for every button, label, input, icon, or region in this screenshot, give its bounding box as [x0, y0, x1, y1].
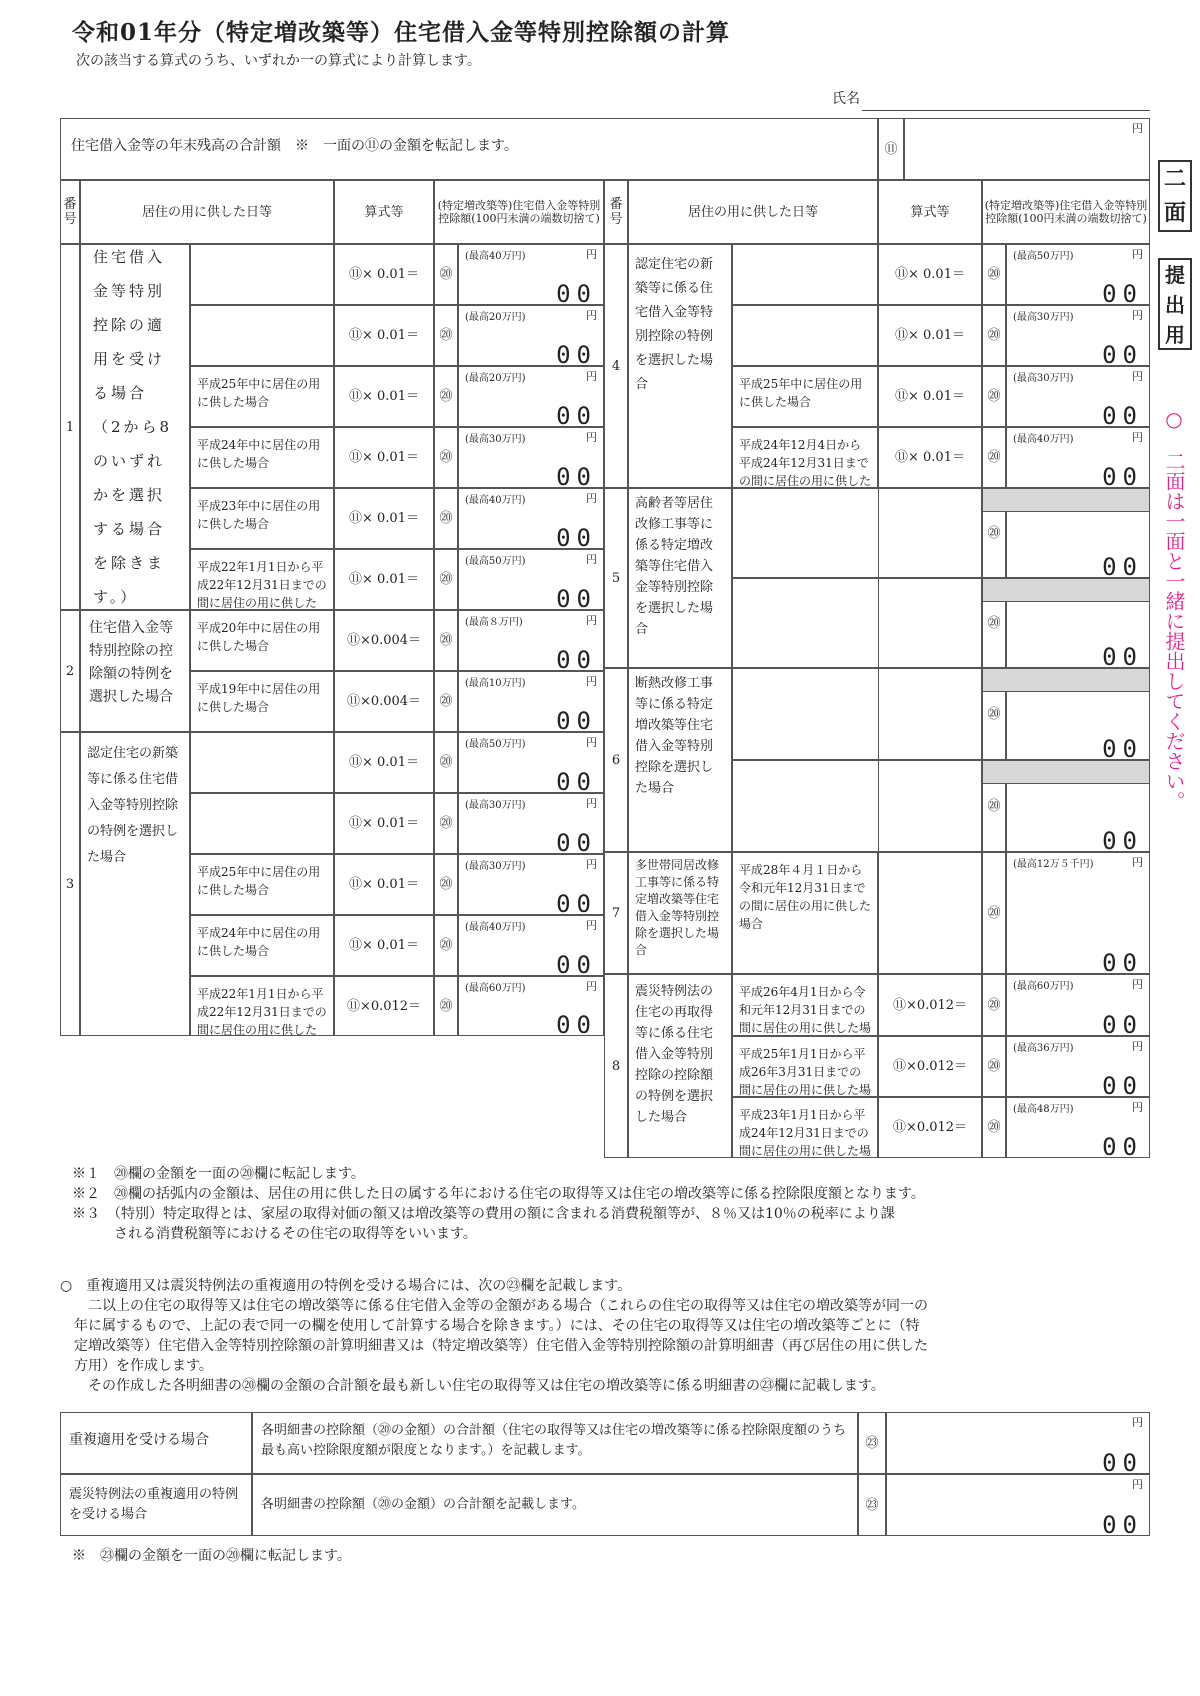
note-line: ※３ （特別）特定取得とは、家屋の取得対価の額又は増改築等の費用の額に含まれる消費税額等が、８％又は10％の税率により課 — [72, 1206, 895, 1222]
submit-note: ○ 二面は一面と一緒に提出してください。 — [1162, 407, 1186, 811]
row-date — [732, 305, 878, 366]
row-amount-field[interactable]: 00 — [1006, 760, 1150, 852]
row-num: ⑳ — [982, 1036, 1006, 1097]
shaded-cell — [982, 668, 1150, 692]
header-no: 番号 — [60, 180, 80, 244]
row-num: ⑳ — [434, 610, 458, 671]
group-label: 住宅借入金等特別控除の適用を受ける場合（2から8のいずれかを選択する場合を除きます。） — [80, 244, 190, 610]
row-formula — [878, 852, 982, 974]
row-amount-field[interactable]: (最高20万円) 円 00 — [458, 366, 604, 427]
para-line: 年に属するもので、上記の表で同一の欄を使用して計算する場合を除きます。）には、その住宅の取得等又は住宅の増改築等ごとに（特 — [60, 1318, 920, 1334]
row-date: 平成20年中に居住の用に供した場合 — [190, 610, 334, 671]
row-num: ⑳ — [982, 427, 1006, 488]
row-amount-field[interactable]: (最高40万円) 円 00 — [1006, 427, 1150, 488]
row-formula: ⑪×0.012＝ — [878, 974, 982, 1036]
para-line: ○ 重複適用又は震災特例法の重複適用の特例を受ける場合には、次の㉓欄を記載します。 — [60, 1278, 632, 1294]
row-amount-field[interactable]: (最高40万円) 円 00 — [458, 915, 604, 976]
name-field[interactable] — [862, 110, 1150, 111]
row-date: 平成25年中に居住の用に供した場合 — [190, 854, 334, 915]
row-num: ⑳ — [982, 578, 1006, 668]
row-num: ⑳ — [982, 760, 1006, 852]
header-date: 居住の用に供した日等 — [80, 180, 334, 244]
row-num: ⑳ — [982, 1097, 1006, 1158]
row-formula: ⑪× 0.01＝ — [334, 427, 434, 488]
group-no: 1 — [60, 244, 80, 610]
row-formula: ⑪× 0.01＝ — [334, 305, 434, 366]
row-amount-field[interactable]: (最高36万円) 円 00 — [1006, 1036, 1150, 1097]
row-amount-field[interactable]: (最高40万円) 円 00 — [458, 488, 604, 549]
row-formula-block — [732, 488, 982, 578]
header-formula: 算式等 — [334, 180, 434, 244]
row-date: 平成24年中に居住の用に供した場合 — [190, 915, 334, 976]
para-line: 定増改築等）住宅借入金等特別控除額の計算明細書又は（特定増改築等）住宅借入金等特別控除額の計算明細書（再び居住の用に供した — [60, 1338, 928, 1354]
shaded-cell — [982, 488, 1150, 512]
row-num: ⑳ — [982, 244, 1006, 305]
row-formula: ⑪×0.012＝ — [878, 1097, 982, 1158]
row-date: 平成25年1月1日から平成26年3月31日までの間に居住の用に供した場 — [732, 1036, 878, 1097]
page-title: 令和01年分（特定増改築等）住宅借入金等特別控除額の計算 — [72, 19, 731, 46]
group-no: 3 — [60, 732, 80, 1036]
row-date: 平成22年1月1日から平成22年12月31日までの間に居住の用に供した — [190, 976, 334, 1036]
row-formula: ⑪× 0.01＝ — [334, 549, 434, 610]
row-date — [190, 305, 334, 366]
row-formula: ⑪× 0.01＝ — [334, 244, 434, 305]
bottom-label: 重複適用を受ける場合 — [60, 1412, 252, 1474]
row-formula: ⑪×0.012＝ — [334, 976, 434, 1036]
row-amount-field[interactable]: (最高10万円) 円 00 — [458, 671, 604, 732]
row-formula: ⑪×0.004＝ — [334, 610, 434, 671]
header-deduction-right: (特定増改築等)住宅借入金等特別控除額(100円未満の端数切捨て) — [982, 180, 1150, 244]
page-subtitle: 次の該当する算式のうち、いずれか一の算式により計算します。 — [76, 53, 481, 69]
row-amount-field[interactable]: (最高30万円) 円 00 — [1006, 366, 1150, 427]
row-num: ⑳ — [982, 366, 1006, 427]
paragraph-block — [60, 1276, 1160, 1396]
group-no: 5 — [604, 488, 628, 668]
row-date: 平成26年4月1日から令和元年12月31日までの間に居住の用に供した場 — [732, 974, 878, 1036]
row-formula: ⑪× 0.01＝ — [334, 366, 434, 427]
row-num: ⑳ — [982, 305, 1006, 366]
row-formula-block — [732, 760, 982, 852]
bottom-num: ㉓ — [858, 1412, 886, 1474]
row-amount-field[interactable]: (最高30万円) 円 00 — [1006, 305, 1150, 366]
row-num: ⑳ — [434, 915, 458, 976]
group-label: 震災特例法の住宅の再取得等に係る住宅借入金等特別控除の控除額の特例を選択した場合 — [628, 974, 732, 1158]
row-date — [190, 732, 334, 793]
bottom-desc: 各明細書の控除額（⑳の金額）の合計額（住宅の取得等又は住宅の増改築等に係る控除限度額のうち最も高い控除限度額が限度となります。）を記載します。 — [252, 1412, 858, 1474]
row-date: 平成24年中に居住の用に供した場合 — [190, 427, 334, 488]
row-amount-field[interactable]: (最高12万５千円) 円 00 — [1006, 852, 1150, 974]
row-num: ⑳ — [982, 488, 1006, 578]
row-date — [732, 244, 878, 305]
bottom-amount-field[interactable]: 円 00 — [886, 1412, 1150, 1474]
row-num: ⑳ — [434, 976, 458, 1036]
row-formula: ⑪×0.012＝ — [878, 1036, 982, 1097]
row-formula: ⑪× 0.01＝ — [334, 854, 434, 915]
row-formula: ⑪× 0.01＝ — [334, 488, 434, 549]
row-formula: ⑪×0.004＝ — [334, 671, 434, 732]
group-label: 高齢者等居住改修工事等に係る特定増改築等住宅借入金等特別控除を選択した場合 — [628, 488, 732, 668]
header-deduction: (特定増改築等)住宅借入金等特別控除額(100円未満の端数切捨て) — [434, 180, 604, 244]
row-amount-field[interactable]: 00 — [1006, 578, 1150, 668]
row-date: 平成23年1月1日から平成24年12月31日までの間に居住の用に供した場 — [732, 1097, 878, 1158]
row-date: 平成22年1月1日から平成22年12月31日までの間に居住の用に供した — [190, 549, 334, 610]
group-no: 6 — [604, 668, 628, 852]
bottom-desc: 各明細書の控除額（⑳の金額）の合計額を記載します。 — [252, 1474, 858, 1536]
footer-note: ※ ㉓欄の金額を一面の⑳欄に転記します。 — [72, 1548, 351, 1564]
tag-page2: 二面 — [1158, 160, 1192, 232]
row-amount-field[interactable]: 00 — [1006, 488, 1150, 578]
row-amount-field[interactable]: (最高20万円) 円 00 — [458, 305, 604, 366]
row-date — [190, 793, 334, 854]
balance-amount-field[interactable]: 円 — [904, 118, 1150, 180]
row-amount-field[interactable]: (最高40万円) 円 00 — [458, 244, 604, 305]
notes-block — [72, 1164, 925, 1244]
row-num: ⑳ — [434, 366, 458, 427]
row-date: 平成19年中に居住の用に供した場合 — [190, 671, 334, 732]
tag-submission: 提出用 — [1158, 258, 1192, 350]
group-label: 認定住宅の新築等に係る住宅借入金等特別控除の特例を選択した場合 — [628, 244, 732, 488]
row-amount-field[interactable]: 00 — [1006, 668, 1150, 760]
row-amount-field[interactable]: (最高50万円) 円 00 — [458, 549, 604, 610]
row-amount-field[interactable]: (最高30万円) 円 00 — [458, 854, 604, 915]
group-no: 4 — [604, 244, 628, 488]
row-amount-field[interactable]: (最高60万円) 円 00 — [458, 976, 604, 1036]
row-amount-field[interactable]: (最高50万円) 円 00 — [1006, 244, 1150, 305]
row-amount-field[interactable]: (最高60万円) 円 00 — [1006, 974, 1150, 1036]
row-formula: ⑪× 0.01＝ — [334, 732, 434, 793]
shaded-cell — [982, 578, 1150, 602]
header-no-right: 番号 — [604, 180, 628, 244]
bottom-label: 震災特例法の重複適用の特例を受ける場合 — [60, 1474, 252, 1536]
row-date: 平成25年中に居住の用に供した場合 — [190, 366, 334, 427]
row-formula-block — [732, 578, 982, 668]
para-line: 方用）を作成します。 — [60, 1358, 213, 1374]
row-num: ⑳ — [434, 488, 458, 549]
row-num: ⑳ — [982, 974, 1006, 1036]
balance-label: 住宅借入金等の年末残高の合計額 ※ 一面の⑪の金額を転記します。 — [60, 118, 878, 180]
row-date: 平成24年12月4日から平成24年12月31日までの間に居住の用に供した — [732, 427, 878, 488]
header-date-right: 居住の用に供した日等 — [628, 180, 878, 244]
row-formula: ⑪× 0.01＝ — [878, 427, 982, 488]
row-num: ⑳ — [982, 852, 1006, 974]
para-line: 二以上の住宅の取得等又は住宅の増改築等に係る住宅借入金等の金額がある場合（これらの住宅の取得等又は住宅の増改築等が同一の — [60, 1298, 928, 1314]
row-num: ⑳ — [434, 427, 458, 488]
row-formula: ⑪× 0.01＝ — [878, 244, 982, 305]
row-amount-field[interactable]: (最高30万円) 円 00 — [458, 793, 604, 854]
bottom-num: ㉓ — [858, 1474, 886, 1536]
row-date: 平成23年中に居住の用に供した場合 — [190, 488, 334, 549]
row-amount-field[interactable]: (最高50万円) 円 00 — [458, 732, 604, 793]
header-formula-right: 算式等 — [878, 180, 982, 244]
row-num: ⑳ — [434, 732, 458, 793]
row-formula: ⑪× 0.01＝ — [334, 915, 434, 976]
para-line: その作成した各明細書の⑳欄の金額の合計額を最も新しい住宅の取得等又は住宅の増改築等に係る明細書の㉓欄に記載します。 — [60, 1378, 885, 1394]
note-line: ※１ ⑳欄の金額を一面の⑳欄に転記します。 — [72, 1166, 365, 1182]
row-num: ⑳ — [434, 793, 458, 854]
row-amount-field[interactable]: (最高48万円) 円 00 — [1006, 1097, 1150, 1158]
balance-num: ⑪ — [878, 118, 904, 180]
row-date — [190, 244, 334, 305]
bottom-amount-field[interactable]: 円 00 — [886, 1474, 1150, 1536]
row-num: ⑳ — [434, 305, 458, 366]
name-label: 氏名 — [832, 91, 860, 107]
row-num: ⑳ — [434, 854, 458, 915]
row-amount-field[interactable]: (最高30万円) 円 00 — [458, 427, 604, 488]
group-no: 8 — [604, 974, 628, 1158]
row-date: 平成28年４月１日から令和元年12月31日までの間に居住の用に供した場合 — [732, 852, 878, 974]
row-formula: ⑪× 0.01＝ — [334, 793, 434, 854]
group-no: 2 — [60, 610, 80, 732]
row-num: ⑳ — [434, 549, 458, 610]
row-formula-block — [732, 668, 982, 760]
group-no: 7 — [604, 852, 628, 974]
group-label: 断熱改修工事等に係る特定増改築等住宅借入金等特別控除を選択した場合 — [628, 668, 732, 852]
row-formula: ⑪× 0.01＝ — [878, 305, 982, 366]
row-formula: ⑪× 0.01＝ — [878, 366, 982, 427]
row-num: ⑳ — [982, 668, 1006, 760]
shaded-cell — [982, 760, 1150, 784]
group-label: 住宅借入金等特別控除の控除額の特例を選択した場合 — [80, 610, 190, 732]
note-line: される消費税額等におけるその住宅の取得等をいいます。 — [72, 1226, 477, 1242]
row-num: ⑳ — [434, 671, 458, 732]
row-num: ⑳ — [434, 244, 458, 305]
note-line: ※２ ⑳欄の括弧内の金額は、居住の用に供した日の属する年における住宅の取得等又は住宅の増改築等に係る控除限度額となります。 — [72, 1186, 925, 1202]
row-amount-field[interactable]: (最高８万円) 円 00 — [458, 610, 604, 671]
row-date: 平成25年中に居住の用に供した場合 — [732, 366, 878, 427]
group-label: 多世帯同居改修工事等に係る特定増改築等住宅借入金等特別控除を選択した場合 — [628, 852, 732, 974]
group-label: 認定住宅の新築等に係る住宅借入金等特別控除の特例を選択した場合 — [80, 732, 190, 1036]
